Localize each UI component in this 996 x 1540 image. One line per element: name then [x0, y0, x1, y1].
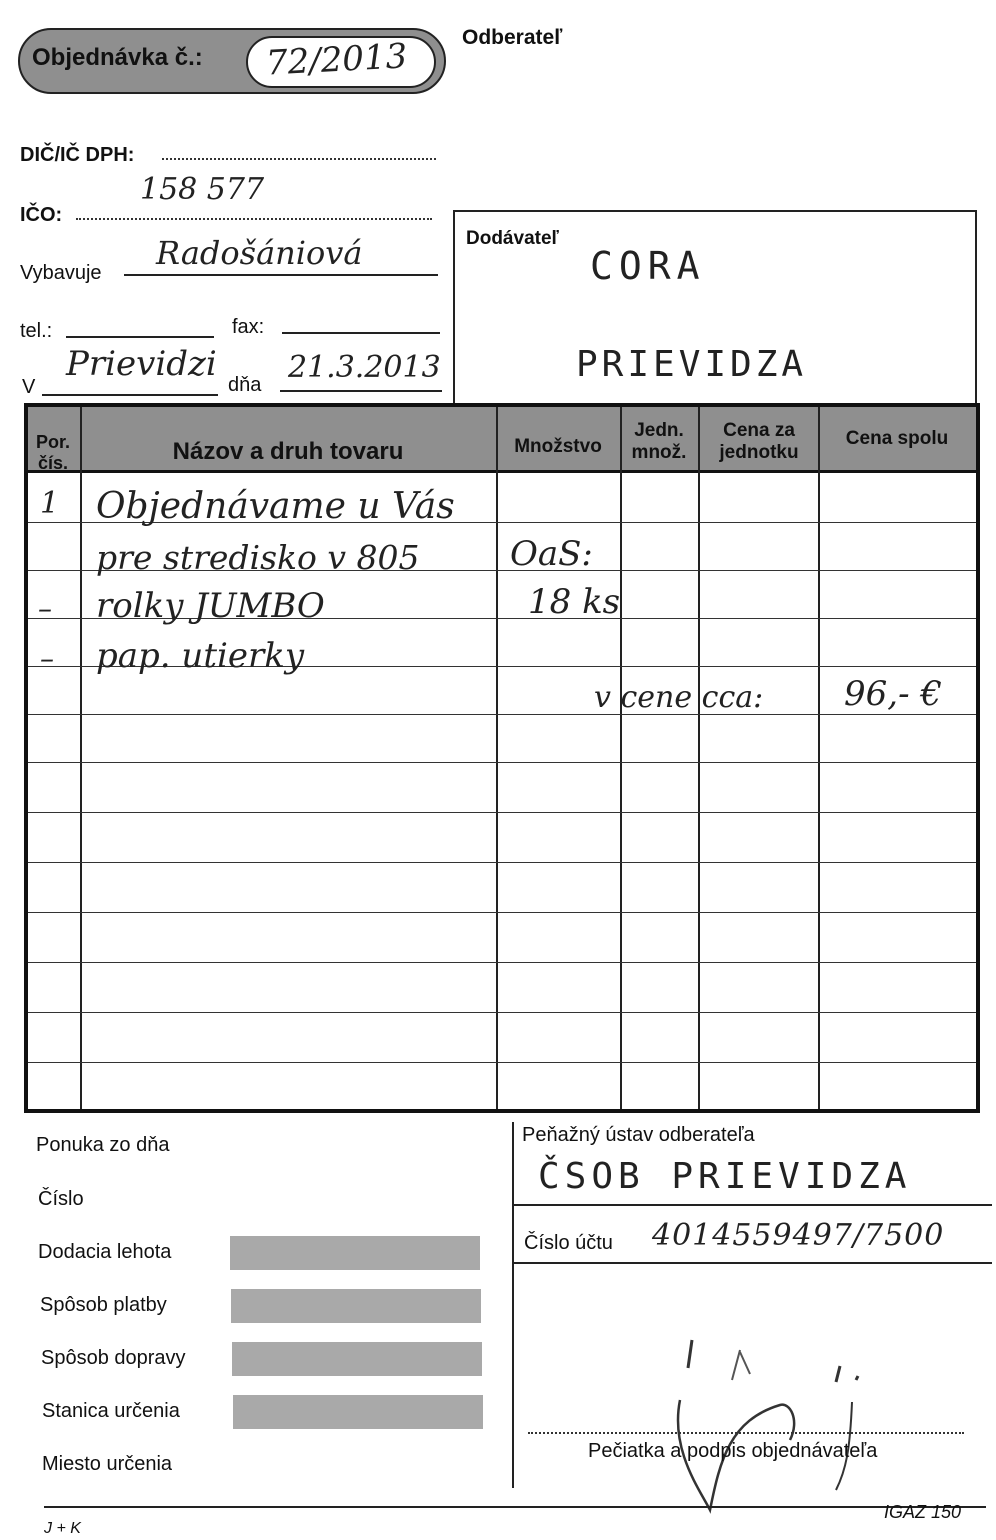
supplier-name: CORA: [590, 244, 706, 288]
row-divider: [28, 862, 976, 863]
supplier-city: PRIEVIDZA: [576, 344, 808, 385]
place-field[interactable]: [42, 378, 218, 396]
date-value: 21.3.2013: [288, 350, 441, 385]
transport-label: Spôsob dopravy: [41, 1347, 186, 1369]
col-header-name: Názov a druh tovaru: [172, 438, 404, 465]
row-3-por: –: [38, 592, 52, 625]
ico-value: 158 577: [140, 172, 265, 207]
delivery-label: Dodacia lehota: [38, 1241, 172, 1263]
tel-field[interactable]: [66, 320, 214, 338]
fax-field[interactable]: [282, 316, 440, 334]
account-underline: [514, 1262, 992, 1264]
date-label: dňa: [228, 374, 262, 396]
bank-value: ČSOB PRIEVIDZA: [538, 1156, 912, 1197]
col-divider: [698, 407, 700, 1109]
col-header-unit: Jedn. množ.: [631, 420, 687, 463]
col-divider: [496, 407, 498, 1109]
row-1-name: Objednávame u Vás: [96, 486, 455, 527]
date-field[interactable]: [280, 374, 442, 392]
account-value: 4014559497/7500: [652, 1218, 945, 1253]
footer-divider: [512, 1122, 514, 1488]
handled-value: Radošániová: [156, 234, 363, 272]
dic-label: DIČ/IČ DPH:: [20, 144, 135, 166]
delivery-field[interactable]: [230, 1236, 480, 1270]
row-divider: [28, 714, 976, 715]
row-3-name: rolky JUMBO: [96, 586, 325, 626]
number-label: Číslo: [38, 1188, 84, 1210]
transport-field[interactable]: [232, 1342, 482, 1376]
row-4-name: pap. utierky: [96, 636, 305, 676]
row-4-por: –: [40, 642, 54, 675]
col-header-qty: Množstvo: [514, 436, 602, 457]
supplier-heading: Dodávateľ: [466, 228, 559, 249]
row-divider: [28, 1012, 976, 1013]
row-1-por: 1: [40, 486, 60, 521]
station-field[interactable]: [233, 1395, 483, 1429]
row-3-qty: 18 ks: [528, 582, 621, 622]
destination-label: Miesto určenia: [42, 1453, 173, 1475]
bank-label: Peňažný ústav odberateľa: [522, 1124, 755, 1146]
bottom-rule: [44, 1506, 986, 1508]
payment-field[interactable]: [231, 1289, 481, 1323]
fax-label: fax:: [232, 316, 265, 338]
handled-field[interactable]: [124, 258, 438, 276]
customer-heading: Odberateľ: [462, 26, 563, 49]
row-divider: [28, 1062, 976, 1063]
col-divider: [818, 407, 820, 1109]
place-label: V: [22, 376, 36, 398]
order-title: Objednávka č.:: [32, 44, 203, 71]
row-divider: [28, 762, 976, 763]
col-header-unit-price: Cena za jednotku: [719, 420, 799, 463]
tel-label: tel.:: [20, 320, 53, 342]
payment-label: Spôsob platby: [40, 1294, 167, 1316]
account-label: Číslo účtu: [524, 1232, 613, 1254]
col-header-total: Cena spolu: [845, 428, 949, 449]
row-divider: [28, 912, 976, 913]
row-2-name: pre stredisko v 805: [96, 538, 420, 577]
col-divider: [620, 407, 622, 1109]
signature-scribble: [640, 1300, 900, 1520]
offer-label: Ponuka zo dňa: [36, 1134, 170, 1156]
stamp-label: Pečiatka a podpis objednávateľa: [588, 1440, 878, 1462]
price-total: 96,- €: [844, 674, 942, 714]
handled-label: Vybavuje: [20, 262, 102, 284]
publisher-mark: J + K: [44, 1520, 81, 1537]
ico-label: IČO:: [20, 204, 63, 226]
stamp-line[interactable]: [528, 1420, 964, 1434]
price-note: v cene cca:: [594, 680, 764, 715]
form-code: IGAZ 150: [884, 1502, 962, 1522]
ico-field[interactable]: [76, 200, 432, 220]
order-number: 72/2013: [265, 36, 409, 84]
col-header-por: Por. čís.: [35, 432, 70, 473]
bank-underline: [514, 1204, 992, 1206]
place-value: Prievidzi: [66, 344, 217, 384]
row-divider: [28, 962, 976, 963]
dic-field[interactable]: [162, 140, 436, 160]
row-2-qty: OaS:: [510, 534, 593, 574]
station-label: Stanica určenia: [42, 1400, 180, 1422]
row-divider: [28, 812, 976, 813]
col-divider: [80, 407, 82, 1109]
